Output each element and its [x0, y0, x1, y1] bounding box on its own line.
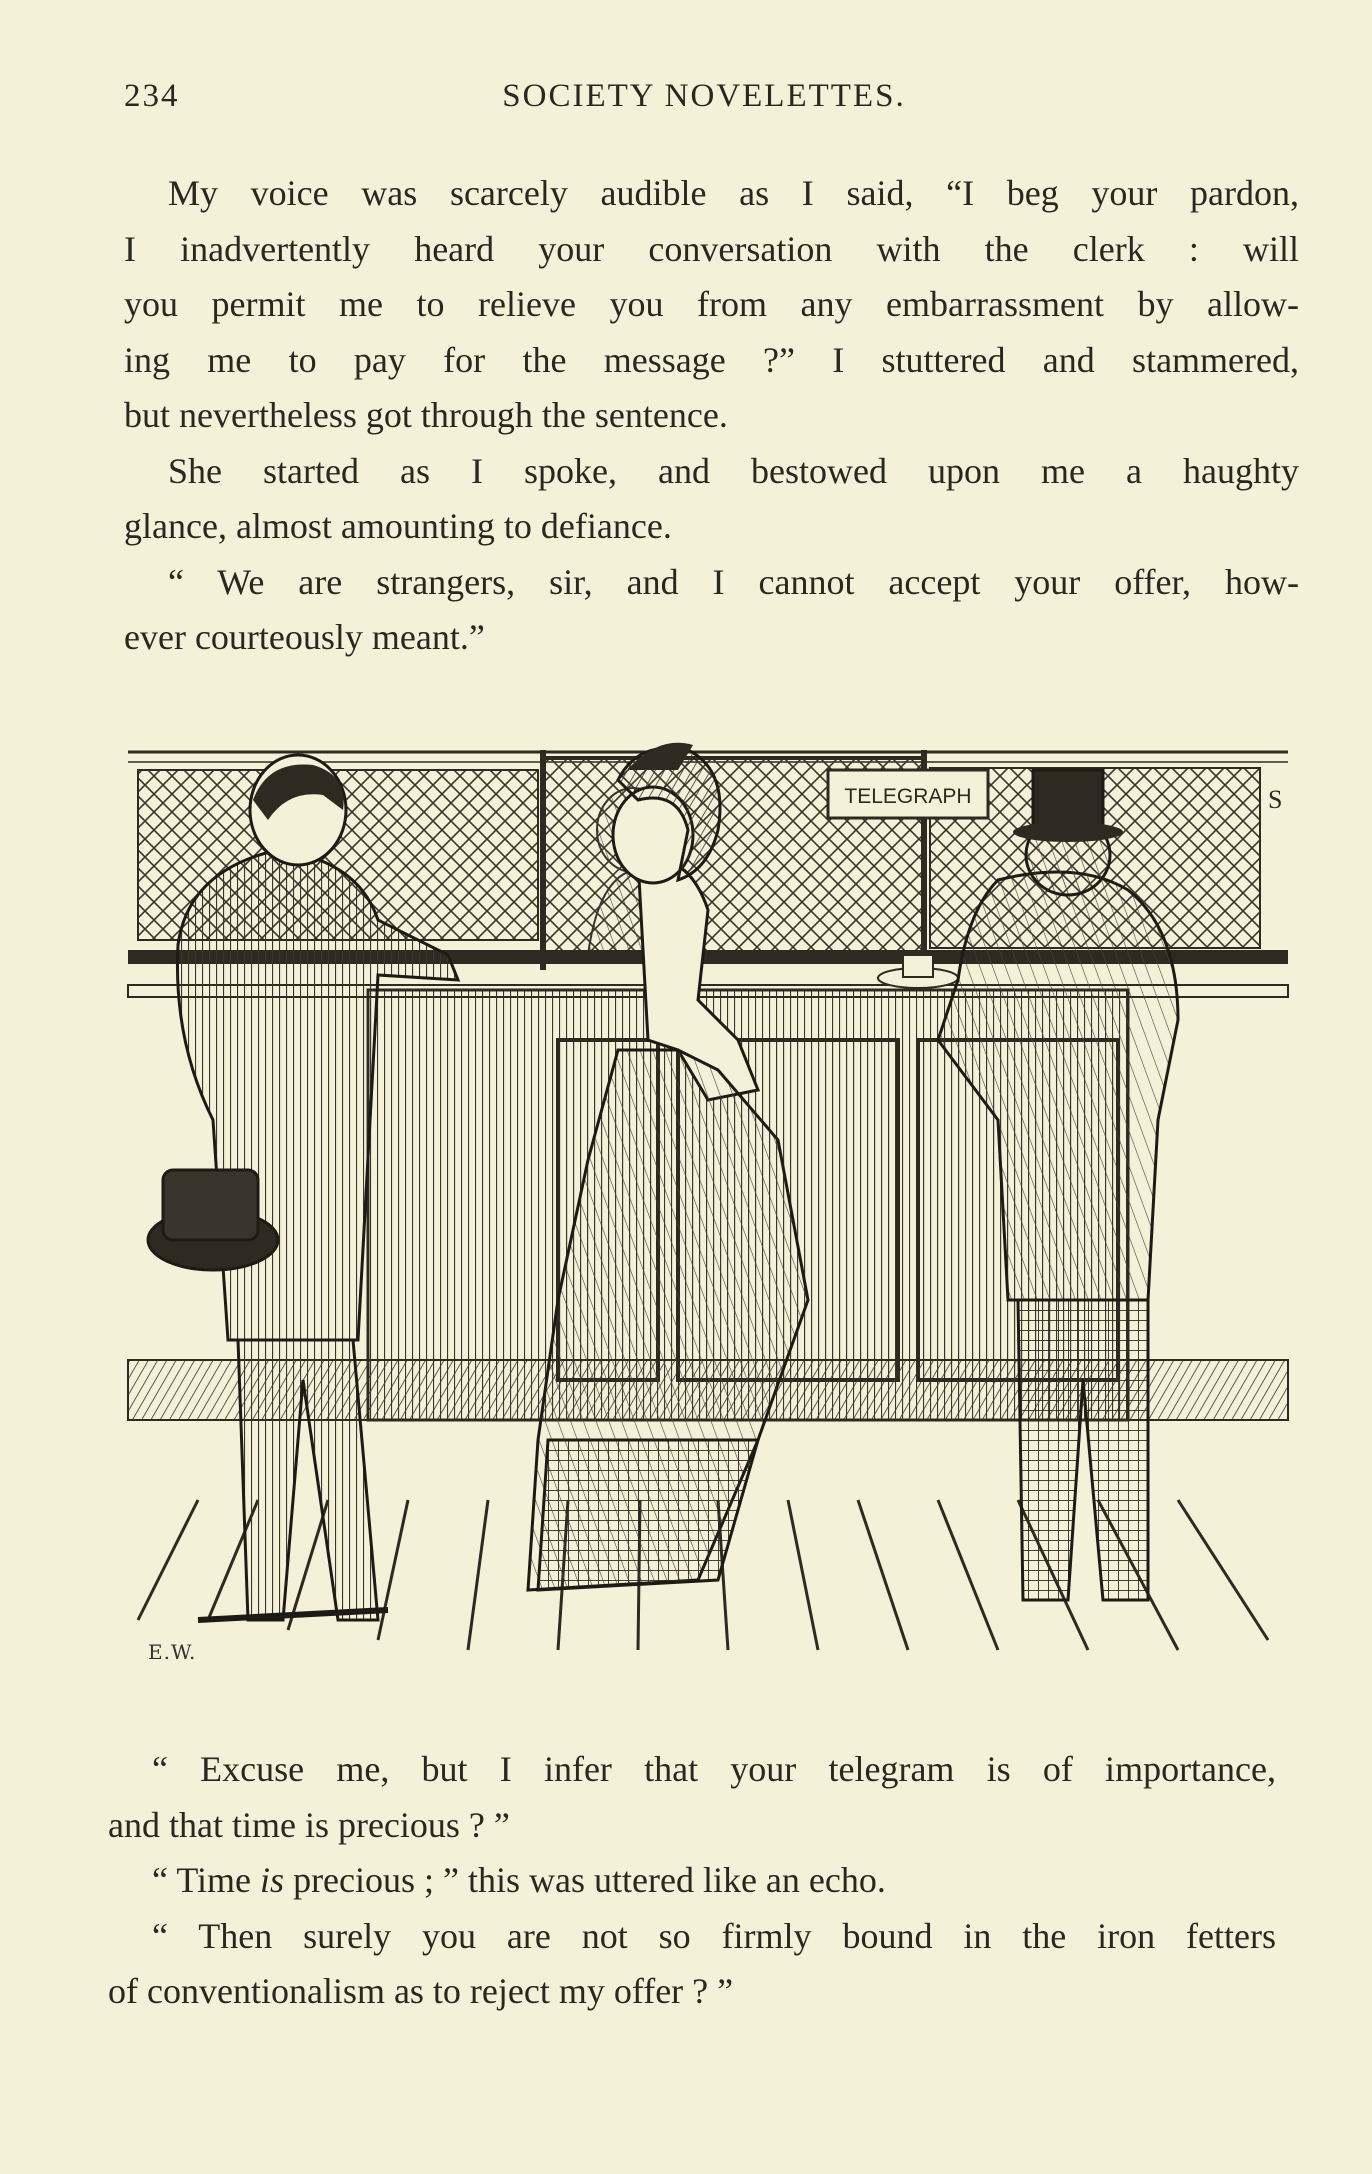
- text-line: you permit me to relieve you from any embarrassment by allow-: [124, 284, 1299, 324]
- running-title: SOCIETY NOVELETTES.: [502, 78, 906, 114]
- running-head: [124, 78, 1284, 128]
- text-line: “ Then surely you are not so firmly bound in the iron fetters: [152, 1915, 1276, 1956]
- telegraph-sign: [828, 770, 988, 818]
- text-line: I inadvertently heard your conversation with the clerk : will: [124, 228, 1299, 269]
- page-number: 234: [124, 78, 180, 114]
- sign-text: TELEGRAPH: [844, 785, 972, 808]
- italic-word: is: [260, 1860, 285, 1900]
- text-fragment: “ Time: [152, 1860, 261, 1900]
- corner-letter: S: [1268, 785, 1283, 814]
- text-line: “ We are strangers, sir, and I cannot accept your offer, how-: [168, 561, 1299, 602]
- text-line-mixed: [108, 1853, 1276, 1909]
- text-line: and that time is precious ? ”: [108, 1804, 510, 1845]
- text-line: My voice was scarcely audible as I said, “I beg your pardon,: [168, 173, 1299, 213]
- engraver-signature: E.W.: [148, 1640, 197, 1664]
- text-line: ing me to pay for the message ?” I stuttered and stammered,: [124, 339, 1299, 380]
- text-line: ever courteously meant.”: [124, 617, 485, 657]
- text-line: glance, almost amounting to defiance.: [124, 506, 672, 546]
- text-line: “ Excuse me, but I infer that your telegram is of importance,: [152, 1749, 1276, 1789]
- text-line: of conventionalism as to reject my offer ? ”: [108, 1971, 734, 2011]
- text-line: She started as I spoke, and bestowed upon me a haughty: [168, 450, 1299, 491]
- text-line: but nevertheless got through the sentence.: [124, 395, 728, 435]
- top-paragraphs: [124, 166, 1299, 666]
- text-fragment: precious ; ” this was uttered like an echo.: [284, 1860, 886, 1900]
- telegraph-office-engraving: [118, 740, 1298, 1670]
- bottom-paragraphs: [108, 1742, 1276, 2020]
